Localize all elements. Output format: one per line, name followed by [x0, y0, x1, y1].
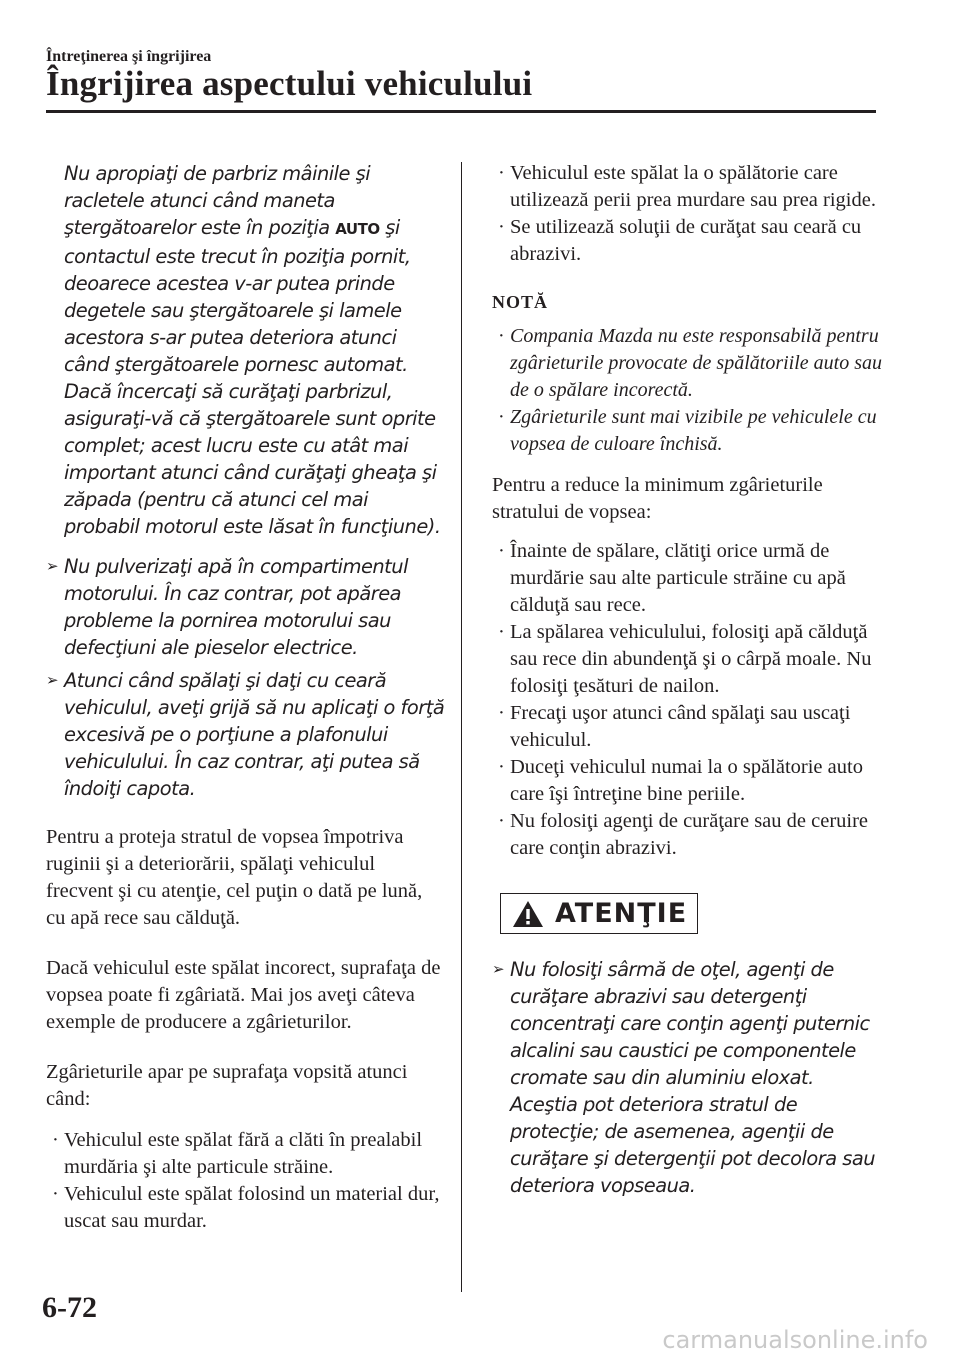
page-title: Îngrijirea aspectului vehiculului — [46, 64, 533, 103]
list-item: · Vehiculul este spălat folosind un material dur, uscat sau murdar. — [52, 1183, 440, 1232]
list-item: · Frecaţi uşor atunci când spălaţi sau uscaţi vehiculul. — [498, 702, 851, 751]
bullet-list — [492, 160, 882, 268]
list-item: · Nu folosiţi agenţi de curăţare sau de ceruire care conţin abrazivi. — [498, 810, 869, 859]
list-item: · Se utilizează soluţii de curăţat sau ceară cu abrazivi. — [498, 216, 862, 265]
warning-paragraph: Nu apropiaţi de parbriz mâinile şi racletele atunci când maneta ştergătoarelor este în poziţia AUTO şi contactul este trecut în poziţia pornit, deoarece acestea v-ar putea prinde degetele sau ştergătoarele şi lamele acestora s-ar putea deteriora atunci când ştergătoarele pornesc automat. Dacă încercaţi să curăţaţi parbrizul, asiguraţi-vă că ştergătoarele sunt oprite complet; acest lucru este cu atât mai important atunci când curăţaţi gheaţa şi zăpada (pentru că atunci cel mai probabil motorul este lăsat în funcţiune). — [64, 162, 441, 538]
caution-box — [500, 893, 698, 934]
page-number: 6-72 — [42, 1291, 97, 1324]
header-rule — [46, 110, 876, 113]
warning-triangle-icon — [511, 899, 545, 929]
bullet-list — [492, 538, 882, 862]
watermark: carmanualsonline.info — [662, 1326, 928, 1354]
list-item: · Vehiculul este spălat fără a clăti în prealabil murdăria şi alte particule străine. — [52, 1129, 423, 1178]
note-item: · Compania Mazda nu este responsabilă pentru zgârieturile provocate de spălătoriile auto sau de o spălare incorectă. — [498, 325, 883, 401]
auto-position-badge: AUTO — [335, 220, 380, 238]
warning-item: ➢ Nu pulverizaţi apă în compartimentul motorului. În caz contrar, pot apărea probleme la pornirea motorului sau defecţiuni ale pieselor electrice. — [46, 555, 408, 659]
note-list — [492, 323, 882, 458]
list-item: · Vehiculul este spălat la o spălătorie care utilizează perii prea murdare sau prea rigide. — [498, 162, 876, 211]
body-paragraph: Pentru a proteja stratul de vopsea împotriva ruginii şi a deteriorării, spălaţi vehiculul frecvent şi cu atenţie, cel puţin o dată pe lună, cu apă rece sau călduţă. — [46, 826, 423, 929]
body-paragraph: Pentru a reduce la minimum zgârieturile stratului de vopsea: — [492, 474, 823, 523]
arrow-icon: ➢ — [46, 671, 59, 689]
section-label: Întreţinerea şi îngrijirea — [46, 48, 212, 65]
right-column — [492, 160, 882, 1205]
caution-item: ➢ Nu folosiţi sârmă de oţel, agenţi de curăţare abrazivi sau detergenţi concentraţi care conţin agenţi puternic alcalini sau caustici pe componentele cromate sau din aluminiu eloxat. Aceştia pot deteriora stratul de protecţie; de asemenea, agenţii de curăţare şi detergenţii pot decolora sau deteriora vopseaua. — [492, 958, 876, 1197]
column-divider — [461, 162, 462, 1292]
list-item: · Înainte de spălare, clătiţi orice urmă de murdărie sau alte particule străine cu apă călduţă sau rece. — [498, 540, 846, 616]
list-item: · La spălarea vehiculului, folosiţi apă călduţă sau rece din abundenţă şi o cârpă moale. Nu folosiţi ţesături de nailon. — [498, 621, 872, 697]
body-paragraph: Dacă vehiculul este spălat incorect, suprafaţa de vopsea poate fi zgâriată. Mai jos aveţi câteva exemple de producere a zgârieturilor. — [46, 957, 441, 1033]
list-item: · Duceţi vehiculul numai la o spălătorie auto care îşi întreţine bine periile. — [498, 756, 863, 805]
arrow-icon: ➢ — [492, 960, 505, 978]
bullet-list — [46, 1127, 446, 1235]
note-heading: NOTĂ — [492, 292, 549, 312]
note-item: · Zgârieturile sunt mai vizibile pe vehiculele cu vopsea de culoare închisă. — [498, 406, 877, 455]
warning-item: ➢ Atunci când spălaţi şi daţi cu ceară vehiculul, aveţi grijă să nu aplicaţi o forţă excesivă pe o porţiune a plafonului vehiculului. În caz contrar, aţi putea să îndoiţi capota. — [46, 669, 445, 800]
arrow-icon: ➢ — [46, 557, 59, 575]
caution-label: ATENŢIE — [555, 898, 688, 929]
body-paragraph: Zgârieturile apar pe suprafaţa vopsită atunci când: — [46, 1061, 408, 1110]
left-column — [46, 160, 446, 1256]
